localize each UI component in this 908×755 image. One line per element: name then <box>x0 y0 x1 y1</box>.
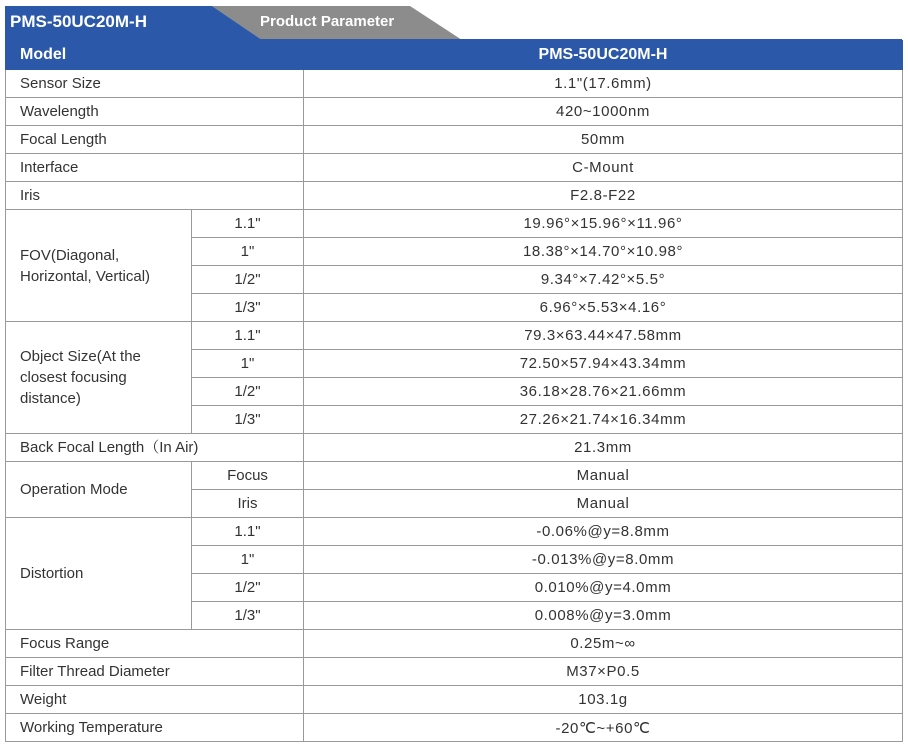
fov-size: 1.1" <box>192 210 304 238</box>
distortion-value: -0.013%@y=8.0mm <box>304 546 903 574</box>
row-label-wavelength: Wavelength <box>6 98 304 126</box>
distortion-size: 1/2" <box>192 574 304 602</box>
distortion-size: 1.1" <box>192 518 304 546</box>
distortion-value: 0.010%@y=4.0mm <box>304 574 903 602</box>
table-row <box>6 126 903 154</box>
row-label-focal-length: Focal Length <box>6 126 304 154</box>
column-header-model-value: PMS-50UC20M-H <box>304 41 903 70</box>
fov-size: 1" <box>192 238 304 266</box>
table-row <box>6 630 903 658</box>
row-label-iris: Iris <box>6 182 304 210</box>
distortion-size: 1/3" <box>192 602 304 630</box>
table-row <box>6 70 903 98</box>
table-row <box>6 434 903 462</box>
row-value-weight: 103.1g <box>304 686 903 714</box>
object-size-size: 1/2" <box>192 378 304 406</box>
table-row <box>6 462 903 490</box>
spec-table <box>5 40 903 742</box>
row-value-wavelength: 420~1000nm <box>304 98 903 126</box>
table-row <box>6 154 903 182</box>
row-label-operation-mode: Operation Mode <box>6 462 192 518</box>
table-row <box>6 686 903 714</box>
row-label-filter-thread: Filter Thread Diameter <box>6 658 304 686</box>
model-tab: PMS-50UC20M-H <box>10 12 147 31</box>
row-value-working-temperature: -20℃~+60℃ <box>304 714 903 742</box>
row-label-back-focal-length: Back Focal Length（In Air) <box>6 434 304 462</box>
fov-value: 18.38°×14.70°×10.98° <box>304 238 903 266</box>
row-label-object-size: Object Size(At the closest focusing distance) <box>6 322 192 434</box>
distortion-size: 1" <box>192 546 304 574</box>
row-value-sensor-size: 1.1"(17.6mm) <box>304 70 903 98</box>
object-size-value: 27.26×21.74×16.34mm <box>304 406 903 434</box>
fov-size: 1/3" <box>192 294 304 322</box>
object-size-size: 1.1" <box>192 322 304 350</box>
row-label-sensor-size: Sensor Size <box>6 70 304 98</box>
row-value-iris: F2.8-F22 <box>304 182 903 210</box>
row-label-distortion: Distortion <box>6 518 192 630</box>
operation-mode-sub: Focus <box>192 462 304 490</box>
object-size-value: 36.18×28.76×21.66mm <box>304 378 903 406</box>
row-label-fov: FOV(Diagonal, Horizontal, Vertical) <box>6 210 192 322</box>
table-row <box>6 714 903 742</box>
operation-mode-sub: Iris <box>192 490 304 518</box>
table-row <box>6 322 903 350</box>
header-tabs <box>0 0 908 40</box>
row-label-interface: Interface <box>6 154 304 182</box>
fov-size: 1/2" <box>192 266 304 294</box>
row-label-working-temperature: Working Temperature <box>6 714 304 742</box>
table-row <box>6 98 903 126</box>
row-value-focus-range: 0.25m~∞ <box>304 630 903 658</box>
operation-mode-value: Manual <box>304 462 903 490</box>
fov-value: 9.34°×7.42°×5.5° <box>304 266 903 294</box>
object-size-size: 1" <box>192 350 304 378</box>
operation-mode-value: Manual <box>304 490 903 518</box>
row-value-filter-thread: M37×P0.5 <box>304 658 903 686</box>
row-value-focal-length: 50mm <box>304 126 903 154</box>
column-header-model: Model <box>6 41 304 70</box>
table-row <box>6 518 903 546</box>
row-label-focus-range: Focus Range <box>6 630 304 658</box>
fov-value: 6.96°×5.53×4.16° <box>304 294 903 322</box>
table-header-row <box>6 41 903 70</box>
object-size-value: 72.50×57.94×43.34mm <box>304 350 903 378</box>
row-label-weight: Weight <box>6 686 304 714</box>
distortion-value: -0.06%@y=8.8mm <box>304 518 903 546</box>
object-size-size: 1/3" <box>192 406 304 434</box>
object-size-value: 79.3×63.44×47.58mm <box>304 322 903 350</box>
distortion-value: 0.008%@y=3.0mm <box>304 602 903 630</box>
table-row <box>6 658 903 686</box>
fov-value: 19.96°×15.96°×11.96° <box>304 210 903 238</box>
table-row <box>6 210 903 238</box>
row-value-interface: C-Mount <box>304 154 903 182</box>
product-parameter-tab: Product Parameter <box>260 13 395 30</box>
row-value-back-focal-length: 21.3mm <box>304 434 903 462</box>
table-row <box>6 182 903 210</box>
